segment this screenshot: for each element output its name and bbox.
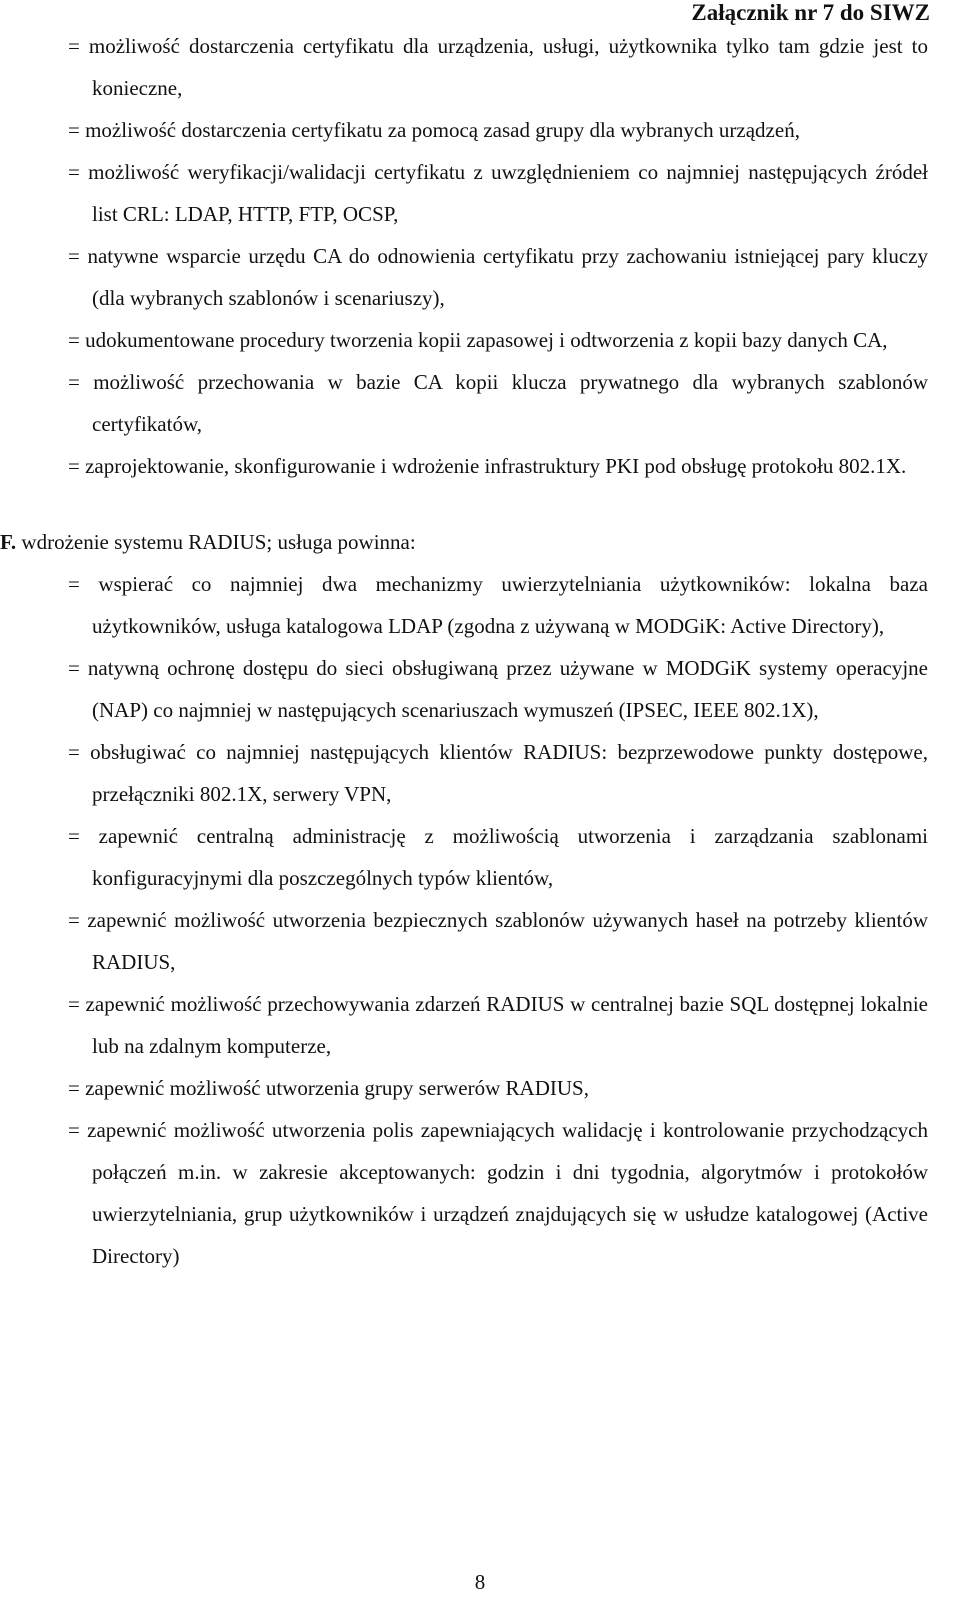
page-number: 8 — [474, 1570, 486, 1594]
list-item: = wspierać co najmniej dwa mechanizmy uwierzytelniania użytkowników: lokalna baza użytkowników, usługa katalogowa LDAP (zgodna z używaną w MODGiK: Active Directory), — [68, 572, 928, 638]
document-body — [0, 25, 928, 1277]
list-item: = obsługiwać co najmniej następujących klientów RADIUS: bezprzewodowe punkty dostępowe, przełączniki 802.1X, serwery VPN, — [68, 740, 928, 806]
section-heading-text: wdrożenie systemu RADIUS; usługa powinna: — [16, 530, 416, 554]
list-item: = natywną ochronę dostępu do sieci obsługiwaną przez używane w MODGiK systemy operacyjne (NAP) co najmniej w następujących scenariuszach wymuszeń (IPSEC, IEEE 802.1X), — [68, 656, 928, 722]
list-item: = zaprojektowanie, skonfigurowanie i wdrożenie infrastruktury PKI pod obsługę protokołu 802.1X. — [68, 454, 907, 478]
section-f-heading — [0, 521, 928, 563]
list-item: = możliwość weryfikacji/walidacji certyfikatu z uwzględnieniem co najmniej następujących źródeł list CRL: LDAP, HTTP, FTP, OCSP, — [68, 160, 928, 226]
section-f-list — [68, 563, 928, 1277]
list-item: = zapewnić możliwość utworzenia polis zapewniających walidację i kontrolowanie przychodzących połączeń m.in. w zakresie akceptowanych: godzin i dni tygodnia, algorytmów i protokołów uwierzytelniania, grup użytkowników i urządzeń znajdujących się w usłudze katalogowej (Active Directory) — [68, 1118, 928, 1268]
list-item: = natywne wsparcie urzędu CA do odnowienia certyfikatu przy zachowaniu istniejącej pary kluczy (dla wybranych szablonów i scenariuszy), — [68, 244, 928, 310]
section-letter: F. — [0, 530, 17, 554]
attachment-header: Załącznik nr 7 do SIWZ — [691, 0, 930, 25]
list-item: = możliwość dostarczenia certyfikatu dla urządzenia, usługi, użytkownika tylko tam gdzie jest to konieczne, — [68, 34, 928, 100]
top-requirements-list — [68, 25, 928, 487]
list-item: = zapewnić centralną administrację z możliwością utworzenia i zarządzania szablonami konfiguracyjnymi dla poszczególnych typów klientów, — [68, 824, 928, 890]
list-item: = udokumentowane procedury tworzenia kopii zapasowej i odtworzenia z kopii bazy danych CA, — [68, 328, 888, 352]
list-item: = zapewnić możliwość przechowywania zdarzeń RADIUS w centralnej bazie SQL dostępnej lokalnie lub na zdalnym komputerze, — [68, 992, 928, 1058]
list-item: = zapewnić możliwość utworzenia grupy serwerów RADIUS, — [68, 1076, 589, 1100]
list-item: = zapewnić możliwość utworzenia bezpiecznych szablonów używanych haseł na potrzeby klientów RADIUS, — [68, 908, 928, 974]
list-item: = możliwość dostarczenia certyfikatu za pomocą zasad grupy dla wybranych urządzeń, — [68, 118, 800, 142]
list-item: = możliwość przechowania w bazie CA kopii klucza prywatnego dla wybranych szablonów certyfikatów, — [68, 370, 928, 436]
